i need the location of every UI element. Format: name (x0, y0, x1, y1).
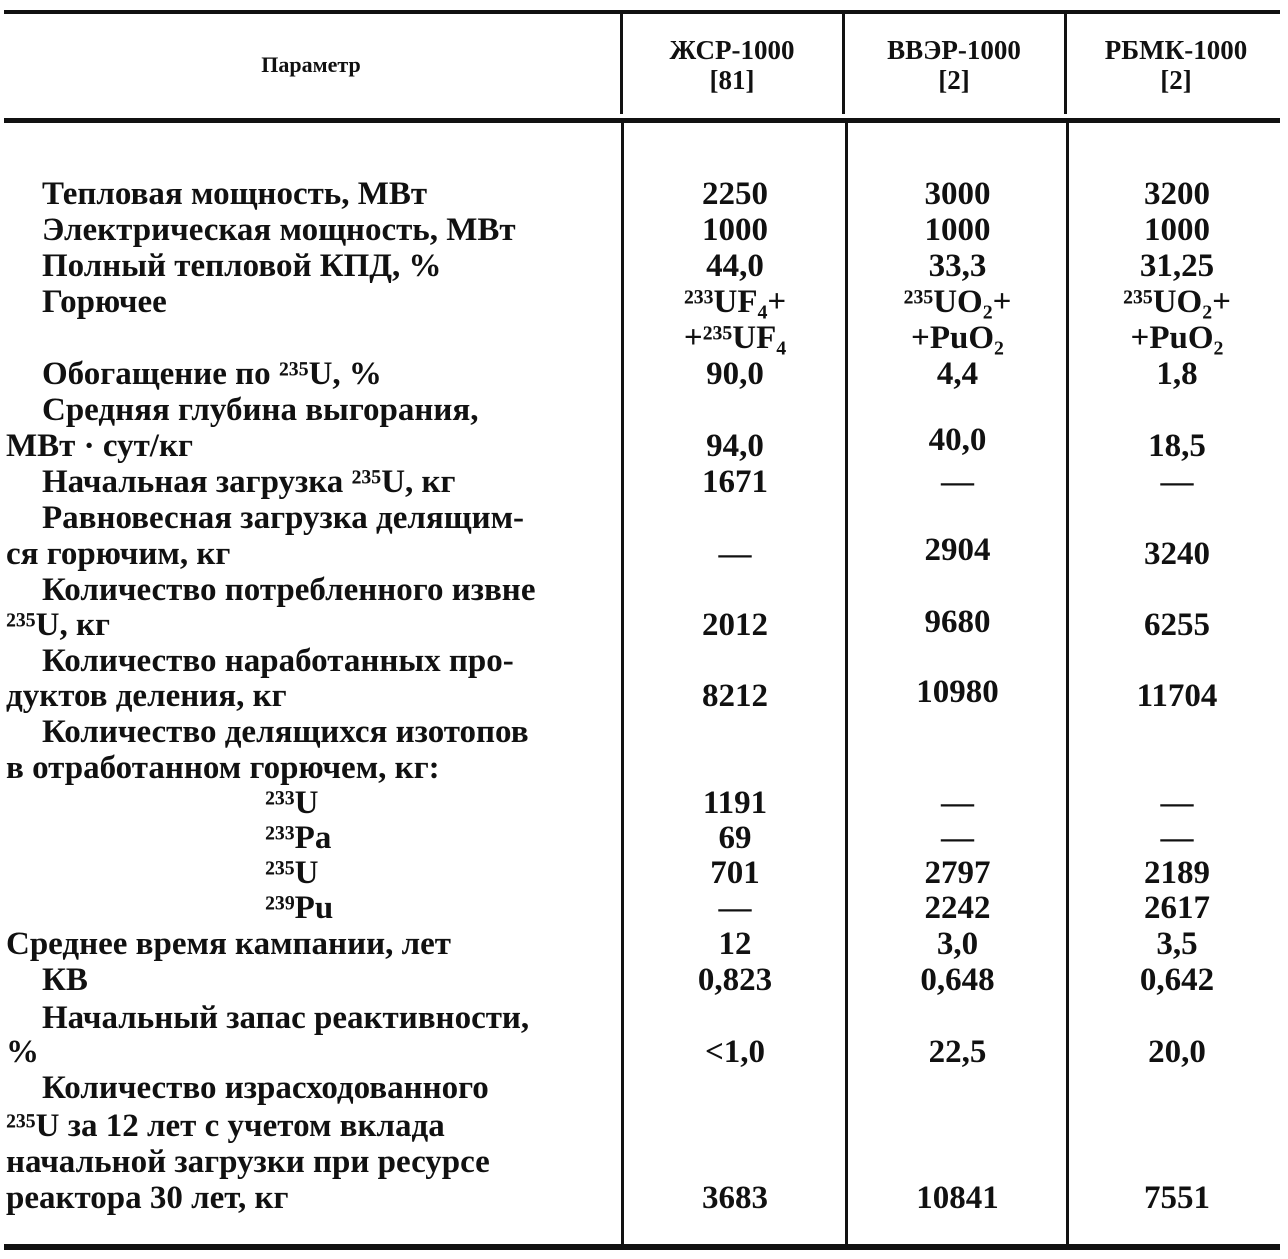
row-label: ²³⁵U, кг (6, 607, 111, 643)
header-col-1-name: ЖСР-1000 (669, 35, 795, 65)
cell-value: +²³⁵UF₄ (683, 320, 787, 356)
cell-value: ²³³UF₄+ (683, 284, 787, 320)
cell-value: 33,3 (928, 248, 987, 284)
cell-value: 2617 (1144, 890, 1210, 926)
cell-value: — (718, 890, 752, 926)
column-divider-3 (1066, 123, 1069, 1244)
row-label: Равновесная загрузка делящим- (42, 500, 525, 536)
header-col-3 (1068, 16, 1284, 114)
cell-value: 10980 (916, 674, 999, 710)
row-label: Количество делящихся изотопов (42, 714, 529, 750)
row-label: МВт · сут/кг (6, 428, 193, 464)
header-divider-3 (1064, 14, 1067, 114)
cell-value: 44,0 (706, 248, 764, 284)
cell-value: 11704 (1136, 678, 1218, 714)
column-divider-2 (845, 123, 848, 1244)
cell-value: ²³⁵UO₂+ (903, 284, 1012, 320)
row-label: реактора 30 лет, кг (6, 1180, 289, 1216)
cell-value: 0,642 (1139, 962, 1215, 998)
row-label: Тепловая мощность, МВт (42, 176, 428, 212)
cell-value: 2250 (702, 176, 768, 212)
row-label: Обогащение по ²³⁵U, % (42, 356, 382, 392)
cell-value: 1000 (702, 212, 768, 248)
cell-value: 3,0 (936, 926, 979, 962)
cell-value: — (941, 785, 974, 821)
cell-value: 69 (718, 820, 752, 856)
cell-value: 1,8 (1156, 356, 1198, 392)
cell-value: 3683 (702, 1180, 768, 1216)
row-label: Средняя глубина выгорания, (42, 392, 479, 428)
row-label: Количество наработанных про- (42, 643, 514, 679)
row-label: дуктов деления, кг (6, 678, 287, 714)
header-col-2-name: ВВЭР-1000 (887, 35, 1021, 65)
cell-value: 3000 (924, 176, 991, 212)
row-label: Среднее время кампании, лет (6, 926, 451, 962)
cell-value: — (1160, 820, 1194, 856)
cell-value: 3200 (1144, 176, 1210, 212)
row-label: ся горючим, кг (6, 536, 231, 572)
header-col-2-ref: [2] (938, 65, 970, 95)
cell-value: 2242 (924, 890, 991, 926)
cell-value: 0,823 (697, 962, 773, 998)
row-label: Полный тепловой КПД, % (42, 248, 442, 284)
row-label: Начальная загрузка ²³⁵U, кг (42, 464, 456, 500)
row-label: Количество израсходованного (42, 1070, 489, 1106)
row-label: Начальный запас реактивности, (42, 1000, 530, 1036)
row-label: Количество потребленного извне (42, 572, 536, 608)
cell-value: 2012 (702, 607, 768, 643)
row-label: % (6, 1034, 39, 1070)
row-label: Электрическая мощность, МВт (42, 212, 516, 248)
row-label: КВ (42, 962, 88, 998)
cell-value: 1191 (702, 785, 768, 821)
header-col-1 (624, 16, 840, 114)
cell-value: 90,0 (706, 356, 764, 392)
cell-value: 1000 (1144, 212, 1210, 248)
cell-value: 8212 (702, 678, 768, 714)
cell-value: 20,0 (1148, 1034, 1206, 1070)
row-label: ²³⁵U (265, 855, 319, 891)
cell-value: — (1160, 464, 1194, 500)
cell-value: <1,0 (704, 1034, 766, 1070)
cell-value: — (941, 820, 974, 856)
row-label: Горючее (42, 284, 167, 320)
cell-value: 2189 (1144, 855, 1210, 891)
cell-value: 31,25 (1139, 248, 1215, 284)
cell-value: 12 (718, 926, 752, 962)
header-parameter-label: Параметр (261, 52, 361, 77)
header-col-3-name: РБМК-1000 (1104, 35, 1248, 65)
header-divider-2 (842, 14, 845, 114)
cell-value: 6255 (1144, 607, 1210, 643)
cell-value: 3240 (1144, 536, 1210, 572)
row-label: ²³⁹Pu (265, 890, 334, 926)
cell-value: 40,0 (928, 422, 987, 458)
header-rule (4, 118, 1280, 123)
cell-value: 0,648 (920, 962, 995, 998)
cell-value: ²³⁵UO₂+ (1123, 284, 1231, 320)
row-label: ²³³U (265, 785, 319, 821)
cell-value: 1671 (702, 464, 768, 500)
top-rule (4, 10, 1280, 14)
cell-value: 18,5 (1148, 428, 1206, 464)
row-label: в отработанном горючем, кг: (6, 750, 440, 786)
row-label: ²³³Pa (265, 820, 332, 856)
header-col-2 (846, 16, 1062, 114)
column-divider-1 (621, 123, 624, 1244)
bottom-rule (4, 1244, 1280, 1250)
header-parameter (4, 16, 618, 114)
cell-value: 10841 (916, 1180, 999, 1216)
cell-value: 1000 (924, 212, 991, 248)
cell-value: 3,5 (1156, 926, 1198, 962)
header-col-1-ref: [81] (709, 65, 755, 95)
cell-value: 9680 (924, 604, 991, 640)
row-label: начальной загрузки при ресурсе (6, 1144, 490, 1180)
cell-value: 7551 (1144, 1180, 1210, 1216)
cell-value: — (941, 464, 974, 500)
header-col-3-ref: [2] (1160, 65, 1192, 95)
header-divider-1 (620, 14, 623, 114)
cell-value: +PuO₂ (911, 320, 1004, 356)
cell-value: — (718, 536, 752, 572)
row-label: ²³⁵U за 12 лет с учетом вклада (6, 1108, 445, 1144)
cell-value: 4,4 (936, 356, 979, 392)
cell-value: +PuO₂ (1130, 320, 1224, 356)
cell-value: 2797 (924, 855, 991, 891)
cell-value: 2904 (924, 532, 991, 568)
cell-value: 22,5 (928, 1034, 987, 1070)
cell-value: 94,0 (706, 428, 764, 464)
cell-value: — (1160, 785, 1194, 821)
cell-value: 701 (710, 855, 760, 891)
